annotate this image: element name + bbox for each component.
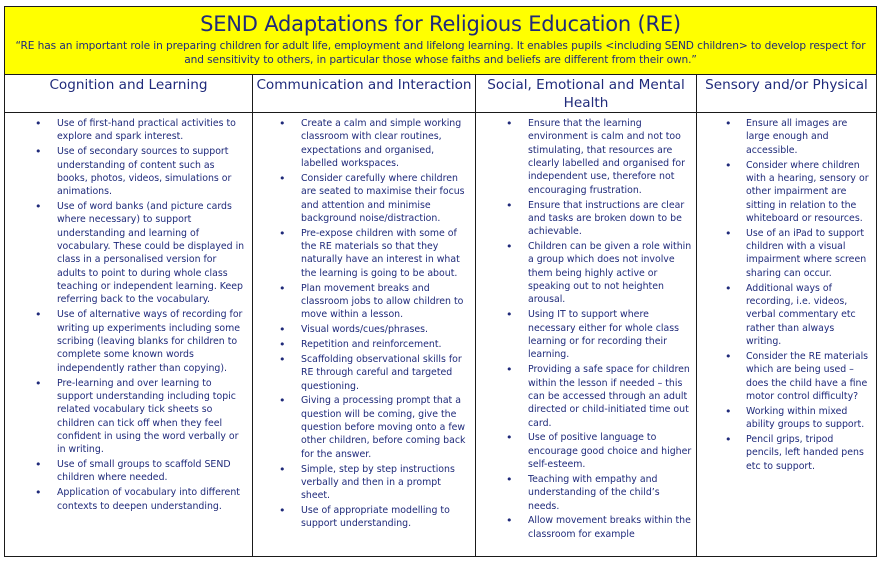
list-item: • Ensure that instructions are clear and tasks are broken down to be achievable. [476,199,692,239]
list-item: • Consider where children with a hearing, sensory or other impairment are sitting in relation to the whiteboard or resources. [697,159,872,226]
column-heading: Sensory and/or Physical [697,75,876,113]
list-item: • Additional ways of recording, i.e. videos, verbal commentary etc rather than always writing. [697,282,872,349]
list-item: • Use of appropriate modelling to support understanding. [253,504,471,531]
list-item: • Scaffolding observational skills for RE through careful and targeted questioning. [253,353,471,393]
list-item: • Using IT to support where necessary either for whole class learning or for recording their learning. [476,308,692,361]
document-page [4,6,877,557]
header-banner [5,7,876,75]
list-item: • Use of first-hand practical activities to explore and spark interest. [5,117,248,144]
list-item: • Visual words/cues/phrases. [253,323,471,336]
column-heading: Cognition and Learning [5,75,252,113]
list-item: • Use of positive language to encourage good choice and higher self-esteem. [476,431,692,471]
bullet-list [5,113,252,513]
list-item: • Pre-expose children with some of the RE materials so that they naturally have an interest in what the learning is going to be about. [253,227,471,280]
bullet-list [476,113,696,541]
column-social-emotional-mental-health [476,75,697,556]
bullet-list [697,113,876,473]
list-item: • Ensure that the learning environment is calm and not too stimulating, that resources are clearly labelled and organised for independent use, therefore not encouraging frustration. [476,117,692,197]
bullet-list [253,113,475,531]
list-item: • Use of an iPad to support children with a visual impairment where screen sharing can occur. [697,227,872,280]
list-item: • Plan movement breaks and classroom jobs to allow children to move within a lesson. [253,282,471,322]
list-item: • Pre-learning and over learning to support understanding including topic related vocabulary tick sheets so children can tick off when they feel confident in using the word verbally or in writing. [5,377,248,457]
adaptations-table [5,75,876,556]
column-cognition-learning [5,75,253,556]
list-item: • Simple, step by step instructions verbally and then in a prompt sheet. [253,463,471,503]
list-item: • Use of word banks (and picture cards where necessary) to support understanding and learning of vocabulary. These could be displayed in class in a personalised version for adults to point to during whole class teaching or independent learning. Keep referring back to the vocabulary. [5,200,248,307]
list-item: • Pencil grips, tripod pencils, left handed pens etc to support. [697,433,872,473]
list-item: • Use of small groups to scaffold SEND children where needed. [5,458,248,485]
column-heading: Social, Emotional and Mental Health [476,75,696,113]
list-item: • Application of vocabulary into different contexts to deepen understanding. [5,486,248,513]
list-item: • Providing a safe space for children within the lesson if needed – this can be accessed through an adult directed or child-initiated time out card. [476,363,692,430]
list-item: • Ensure all images are large enough and accessible. [697,117,872,157]
list-item: • Teaching with empathy and understanding of the child’s needs. [476,473,692,513]
list-item: • Children can be given a role within a group which does not involve them being highly active or speaking out to not heighten arousal. [476,240,692,307]
column-sensory-physical [697,75,876,556]
list-item: • Create a calm and simple working classroom with clear routines, expectations and organised, labelled workspaces. [253,117,471,170]
column-heading: Communication and Interaction [253,75,475,113]
list-item: • Consider carefully where children are seated to maximise their focus and attention and minimise background noise/distraction. [253,172,471,225]
list-item: • Working within mixed ability groups to support. [697,405,872,432]
column-communication-interaction [253,75,476,556]
list-item: • Giving a processing prompt that a question will be coming, give the question before moving onto a few other children, before coming back for the answer. [253,394,471,461]
list-item: • Use of secondary sources to support understanding of content such as books, photos, videos, simulations or animations. [5,145,248,198]
page-title: SEND Adaptations for Religious Education (RE) [200,12,681,36]
intro-quote: “RE has an important role in preparing children for adult life, employment and lifelong learning. It enables pupils <including SEND children> to develop respect for and sensitivity to others, in particular those whose faiths and beliefs are different from their own.” [15,40,866,66]
list-item: • Use of alternative ways of recording for writing up experiments including some scribing (leaving blanks for children to complete some known words independently rather than copying). [5,308,248,375]
list-item: • Allow movement breaks within the classroom for example [476,514,692,541]
list-item: • Repetition and reinforcement. [253,338,471,351]
list-item: • Consider the RE materials which are being used – does the child have a fine motor control difficulty? [697,350,872,403]
